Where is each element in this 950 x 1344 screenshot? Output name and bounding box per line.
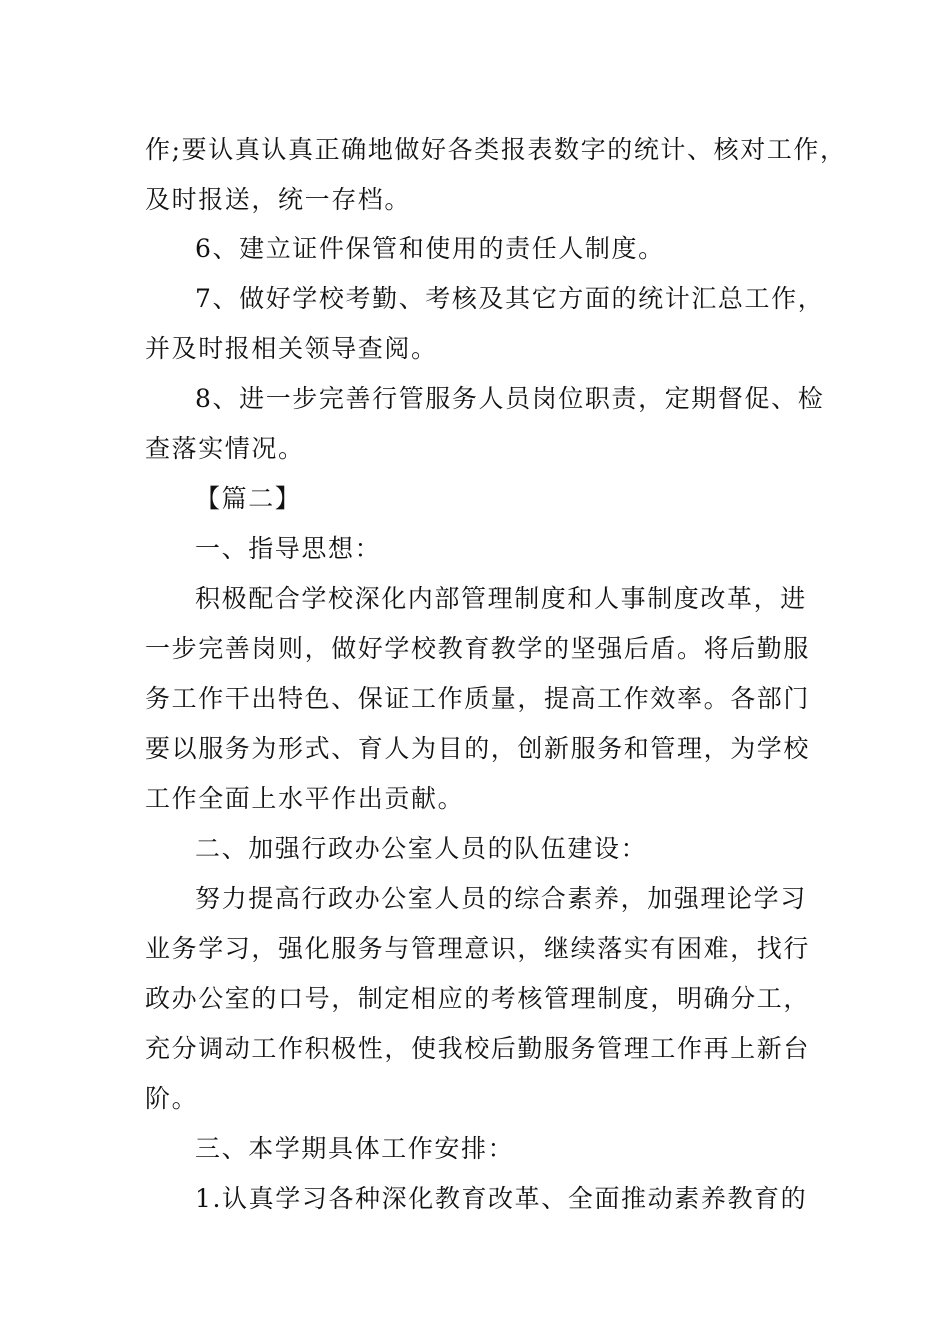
text-line: 并及时报相关领导查阅。 [145,334,438,363]
paragraph-line: 务工作干出特色、保证工作质量，提高工作效率。各部门 [145,684,811,713]
list-item-1: 1.认真学习各种深化教育改革、全面推动素养教育的 [195,1184,808,1213]
paragraph-line: 工作全面上水平作出贡献。 [145,784,465,813]
paragraph-line: 努力提高行政办公室人员的综合素养，加强理论学习 [195,884,807,913]
paragraph-line: 要以服务为形式、育人为目的，创新服务和管理，为学校 [145,734,811,763]
section-title: 【篇二】 [195,484,302,513]
paragraph-line: 政办公室的口号，制定相应的考核管理制度，明确分工， [145,984,811,1013]
heading-work-arrangement: 三、本学期具体工作安排： [195,1134,515,1163]
text-line: 作;要认真认真正确地做好各类报表数字的统计、核对工作， [145,135,847,164]
text-line: 及时报送，统一存档。 [145,185,412,214]
list-item-8: 8、进一步完善行管服务人员岗位职责，定期督促、检 [195,384,825,413]
list-item-7: 7、做好学校考勤、考核及其它方面的统计汇总工作， [195,284,825,313]
paragraph-line: 阶。 [145,1084,199,1113]
list-item-6: 6、建立证件保管和使用的责任人制度。 [195,234,665,263]
paragraph-line: 一步完善岗则，做好学校教育教学的坚强后盾。将后勤服 [145,634,811,663]
heading-guiding-thought: 一、指导思想： [195,534,382,563]
text-line: 查落实情况。 [145,434,305,463]
paragraph-line: 业务学习，强化服务与管理意识，继续落实有困难，找行 [145,934,811,963]
paragraph-line: 积极配合学校深化内部管理制度和人事制度改革，进 [195,584,807,613]
paragraph-line: 充分调动工作积极性，使我校后勤服务管理工作再上新台 [145,1034,811,1063]
heading-team-building: 二、加强行政办公室人员的队伍建设： [195,834,648,863]
